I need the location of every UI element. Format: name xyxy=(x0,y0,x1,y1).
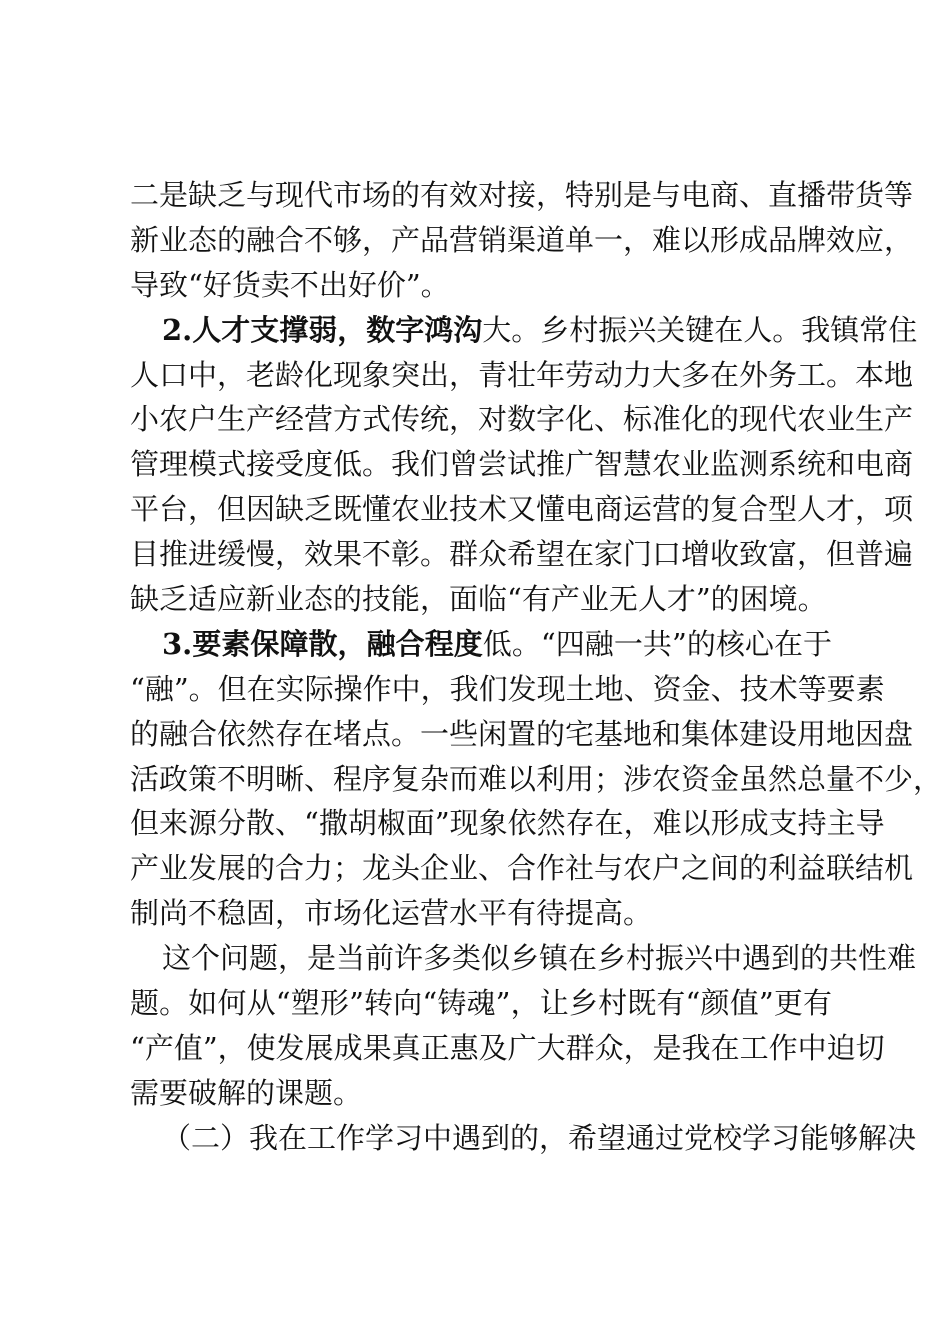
text-line xyxy=(130,757,943,802)
line-text: （二）我在工作学习中遇到的，希望通过党校学习能够解决 xyxy=(162,1120,917,1155)
line-text: 低。“四融一共”的核心在于 xyxy=(482,626,833,661)
text-line xyxy=(130,667,885,712)
text-line xyxy=(130,577,832,622)
text-line xyxy=(130,532,914,577)
line-text: 导致“好货卖不出好价”。 xyxy=(130,267,450,302)
text-line xyxy=(130,801,885,846)
line-text: 这个问题，是当前许多类似乡镇在乡村振兴中遇到的共性难 xyxy=(162,941,917,976)
line-text: 题。如何从“塑形”转向“铸魂”，让乡村既有“颜值”更有 xyxy=(130,986,832,1021)
line-text: 需要破解的课题。 xyxy=(130,1075,363,1110)
line-text: 平台，但因缺乏既懂农业技术又懂电商运营的复合型人才，项 xyxy=(130,492,914,527)
subsection-heading-line xyxy=(130,1116,917,1161)
line-text: “产值”，使发展成果真正惠及广大群众，是我在工作中迫切 xyxy=(130,1030,885,1065)
text-line xyxy=(130,981,832,1026)
line-text: 大。乡村振兴关键在人。我镇常住 xyxy=(482,312,918,347)
text-line xyxy=(130,218,914,263)
text-line xyxy=(130,173,914,218)
text-line xyxy=(130,712,914,757)
text-line xyxy=(130,442,914,487)
line-text: 产业发展的合力；龙头企业、合作社与农户之间的利益联结机 xyxy=(130,851,914,886)
text-line xyxy=(130,1026,885,1071)
section-heading-line xyxy=(130,622,832,667)
section-heading: 2.人才支撑弱，数字鸿沟 xyxy=(162,312,483,347)
text-line xyxy=(130,487,914,532)
text-line xyxy=(130,1071,832,1116)
text-line xyxy=(130,263,832,308)
line-text: 管理模式接受度低。我们曾尝试推广智慧农业监测系统和电商 xyxy=(130,447,914,482)
line-text: 的融合依然存在堵点。一些闲置的宅基地和集体建设用地因盘 xyxy=(130,716,914,751)
line-text: 新业态的融合不够，产品营销渠道单一，难以形成品牌效应， xyxy=(130,222,914,257)
line-text: 活政策不明晰、程序复杂而难以利用；涉农资金虽然总量不少， xyxy=(130,761,943,796)
text-line xyxy=(130,353,914,398)
section-heading-line xyxy=(130,308,918,353)
document-page xyxy=(130,173,943,1161)
line-text: “融”。但在实际操作中，我们发现土地、资金、技术等要素 xyxy=(130,671,885,706)
text-line xyxy=(130,936,917,981)
text-line xyxy=(130,397,914,442)
text-line xyxy=(130,891,832,936)
line-text: 缺乏适应新业态的技能，面临“有产业无人才”的困境。 xyxy=(130,582,827,617)
line-text: 但来源分散、“撒胡椒面”现象依然存在，难以形成支持主导 xyxy=(130,806,885,841)
text-line xyxy=(130,846,914,891)
line-text: 人口中，老龄化现象突出，青壮年劳动力大多在外务工。本地 xyxy=(130,357,914,392)
line-text: 小农户生产经营方式传统，对数字化、标准化的现代农业生产 xyxy=(130,402,914,437)
line-text: 制尚不稳固，市场化运营水平有待提高。 xyxy=(130,896,653,931)
line-text: 二是缺乏与现代市场的有效对接，特别是与电商、直播带货等 xyxy=(130,178,914,212)
line-text: 目推进缓慢，效果不彰。群众希望在家门口增收致富，但普遍 xyxy=(130,537,914,572)
section-heading: 3.要素保障散，融合程度 xyxy=(162,626,483,661)
